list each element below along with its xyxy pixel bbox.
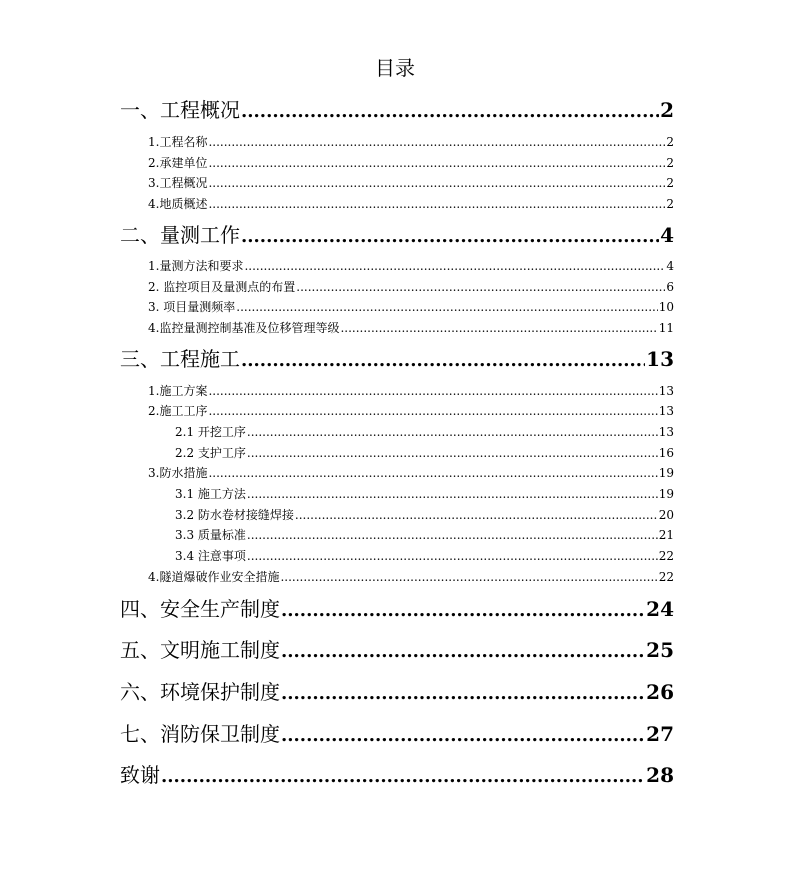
toc-entry-page: 25: [646, 638, 674, 662]
toc-entry-label: 3.4 注意事项: [175, 549, 246, 563]
toc-leader-dots: [280, 569, 657, 585]
toc-entry-page: 20: [658, 508, 674, 522]
toc-leader-dots: [247, 486, 658, 502]
toc-entry-3-3[interactable]: [148, 465, 674, 481]
toc-entry-label: 2.1 开挖工序: [175, 425, 246, 439]
toc-entry-label: 3.防水措施: [148, 466, 208, 480]
toc-entry-page: 24: [646, 597, 674, 621]
toc-entry-label: 4.地质概述: [148, 197, 208, 211]
toc-leader-dots: [208, 155, 665, 171]
toc-leader-dots: [281, 599, 645, 623]
toc-entry-label: 四、安全生产制度: [120, 597, 280, 621]
toc-entry-2-4[interactable]: [148, 320, 674, 336]
toc-leader-dots: [281, 640, 645, 664]
toc-leader-dots: [247, 548, 658, 564]
toc-entry-label: 六、环境保护制度: [120, 680, 280, 704]
toc-leader-dots: [296, 279, 665, 295]
toc-entry-page: 10: [658, 300, 674, 314]
toc-entry-page: 11: [658, 321, 674, 335]
toc-leader-dots: [208, 196, 665, 212]
toc-entry-page: 28: [646, 763, 674, 787]
toc-entry-1-4[interactable]: [148, 196, 674, 212]
toc-entry-page: 13: [658, 425, 674, 439]
toc-leader-dots: [236, 299, 657, 315]
toc-entry-page: 21: [658, 528, 674, 542]
toc-entry-page: 2: [660, 98, 674, 122]
toc-entry-label: 五、文明施工制度: [120, 638, 280, 662]
toc-entry-page: 19: [658, 487, 674, 501]
toc-entry-acknowledgements[interactable]: [120, 763, 674, 789]
toc-leader-dots: [241, 100, 659, 124]
toc-leader-dots: [208, 383, 657, 399]
toc-entry-page: 13: [658, 384, 674, 398]
toc-entry-label: 七、消防保卫制度: [120, 722, 280, 746]
toc-entry-6[interactable]: [120, 680, 674, 706]
toc-entry-2-2[interactable]: [148, 279, 674, 295]
toc-leader-dots: [244, 258, 665, 274]
toc-leader-dots: [247, 445, 658, 461]
toc-entry-label: 2.2 支护工序: [175, 446, 246, 460]
toc-entry-label: 三、工程施工: [120, 347, 240, 371]
toc-leader-dots: [295, 507, 658, 523]
toc-entry-page: 19: [658, 466, 674, 480]
toc-entry-3-4[interactable]: [148, 569, 674, 585]
toc-leader-dots: [281, 682, 645, 706]
toc-entry-3-1[interactable]: [148, 383, 674, 399]
toc-leader-dots: [241, 225, 659, 249]
toc-entry-3-3-2[interactable]: [175, 507, 674, 523]
toc-leader-dots: [247, 424, 658, 440]
toc-entry-page: 13: [646, 347, 674, 371]
toc-entry-3-3-3[interactable]: [175, 527, 674, 543]
toc-entry-page: 4: [666, 259, 674, 273]
toc-entry-page: 27: [646, 722, 674, 746]
toc-entry-label: 1.施工方案: [148, 384, 208, 398]
toc-entry-label: 3.1 施工方法: [175, 487, 246, 501]
toc-leader-dots: [241, 349, 645, 373]
toc-entry-1-3[interactable]: [148, 175, 674, 191]
toc-entry-3-3-4[interactable]: [175, 548, 674, 564]
toc-entry-label: 2.承建单位: [148, 156, 208, 170]
toc-entry-label: 4.隧道爆破作业安全措施: [148, 570, 280, 584]
toc-entry-3[interactable]: [120, 347, 674, 373]
toc-entry-page: 2: [666, 176, 674, 190]
toc-entry-7[interactable]: [120, 722, 674, 748]
toc-entry-5[interactable]: [120, 638, 674, 664]
toc-entry-2-3[interactable]: [148, 299, 674, 315]
toc-leader-dots: [208, 465, 657, 481]
toc-entry-page: 2: [666, 197, 674, 211]
toc-leader-dots: [161, 765, 645, 789]
toc-entry-1-2[interactable]: [148, 155, 674, 171]
toc-entry-label: 3.2 防水卷材接缝焊接: [175, 508, 294, 522]
toc-entry-label: 4.监控量测控制基准及位移管理等级: [148, 321, 340, 335]
toc-title: 目录: [375, 56, 415, 80]
toc-entry-page: 2: [666, 135, 674, 149]
toc-entry-page: 26: [646, 680, 674, 704]
toc-entry-label: 3.工程概况: [148, 176, 208, 190]
toc-entry-label: 3. 项目量测频率: [148, 300, 236, 314]
toc-entry-3-3-1[interactable]: [175, 486, 674, 502]
toc-entry-label: 3.3 质量标准: [175, 528, 246, 542]
toc-entry-1[interactable]: [120, 98, 674, 124]
toc-leader-dots: [340, 320, 657, 336]
toc-entry-2[interactable]: [120, 223, 674, 249]
toc-entry-label: 一、工程概况: [120, 98, 240, 122]
toc-entry-3-2[interactable]: [148, 403, 674, 419]
toc-entry-label: 二、量测工作: [120, 223, 240, 247]
toc-entry-page: 16: [658, 446, 674, 460]
toc-leader-dots: [208, 403, 657, 419]
toc-entry-page: 4: [660, 223, 674, 247]
toc-entry-4[interactable]: [120, 597, 674, 623]
toc-entry-page: 13: [658, 404, 674, 418]
toc-entry-page: 22: [658, 570, 674, 584]
toc-leader-dots: [208, 175, 665, 191]
toc-entry-3-2-1[interactable]: [175, 424, 674, 440]
toc-leader-dots: [247, 527, 658, 543]
toc-entry-label: 1.工程名称: [148, 135, 208, 149]
toc-entry-1-1[interactable]: [148, 134, 674, 150]
toc-entry-label: 1.量测方法和要求: [148, 259, 244, 273]
toc-entry-page: 6: [666, 280, 674, 294]
toc-leader-dots: [281, 724, 645, 748]
toc-entry-2-1[interactable]: [148, 258, 674, 274]
toc-entry-3-2-2[interactable]: [175, 445, 674, 461]
toc-entry-page: 2: [666, 156, 674, 170]
toc-entry-label: 2.施工工序: [148, 404, 208, 418]
toc-leader-dots: [208, 134, 665, 150]
toc-entry-label: 致谢: [120, 763, 160, 787]
toc-entry-page: 22: [658, 549, 674, 563]
toc-entry-label: 2. 监控项目及量测点的布置: [148, 280, 296, 294]
